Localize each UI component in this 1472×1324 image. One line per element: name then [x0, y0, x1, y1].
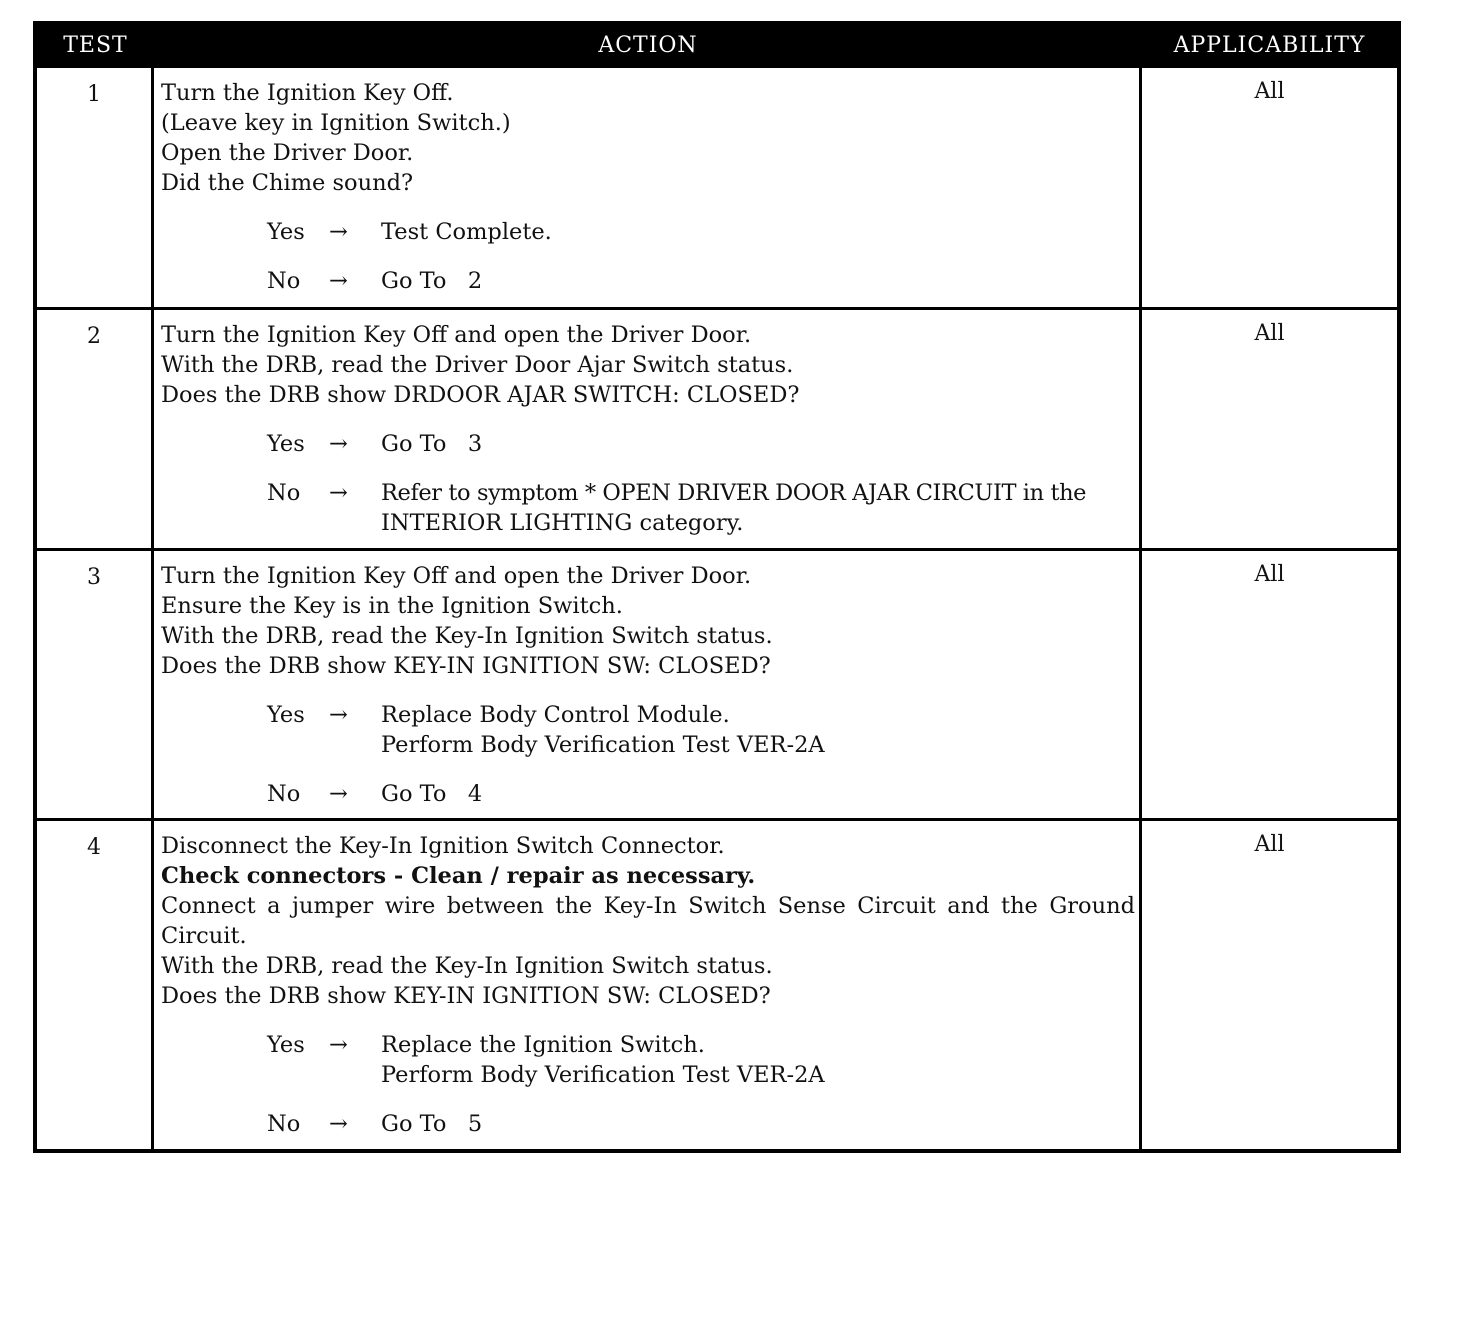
table-row [37, 548, 1397, 818]
arrow-right-icon: → [329, 781, 348, 807]
result-line: Go To 3 [381, 431, 483, 457]
yes-label: Yes [267, 431, 305, 457]
header-test: TEST [63, 32, 128, 58]
action-cell [154, 310, 1142, 548]
test-number: 1 [37, 68, 154, 307]
action-line: Does the DRB show KEY-IN IGNITION SW: CLOSED? [161, 653, 771, 679]
no-result [381, 478, 1135, 538]
yes-label: Yes [267, 1032, 305, 1058]
action-line: With the DRB, read the Key-In Ignition Switch status. [161, 623, 773, 649]
action-line: Disconnect the Key-In Ignition Switch Connector. [161, 833, 725, 859]
action-line: (Leave key in Ignition Switch.) [161, 110, 511, 136]
action-line: Turn the Ignition Key Off. [161, 80, 454, 106]
result-line: Test Complete. [381, 219, 552, 245]
action-cell [154, 821, 1142, 1149]
action-line: Turn the Ignition Key Off and open the Driver Door. [161, 563, 752, 589]
result-line: Replace Body Control Module. [381, 702, 730, 728]
yes-result [381, 429, 1135, 459]
result-line: Perform Body Verification Test VER-2A [381, 1062, 825, 1088]
no-result [381, 266, 1135, 296]
yes-answer [161, 429, 1135, 459]
no-answer [161, 779, 1135, 809]
table-header [37, 25, 1397, 65]
test-number: 3 [37, 551, 154, 818]
arrow-right-icon: → [329, 268, 348, 294]
yes-result [381, 700, 1135, 760]
yes-result [381, 217, 1135, 247]
arrow-right-icon: → [329, 1111, 348, 1137]
action-line: With the DRB, read the Key-In Ignition Switch status. [161, 953, 773, 979]
table-row [37, 818, 1397, 1149]
header-action: ACTION [598, 32, 698, 58]
arrow-right-icon: → [329, 431, 348, 457]
arrow-right-icon: → [329, 1032, 348, 1058]
action-line: Does the DRB show DRDOOR AJAR SWITCH: CLOSED? [161, 382, 800, 408]
diagnostic-test-table [33, 21, 1401, 1153]
applicability-value: All [1254, 832, 1285, 857]
result-line: Refer to symptom * OPEN DRIVER DOOR AJAR CIRCUIT in the [381, 480, 1087, 506]
action-line: With the DRB, read the Driver Door Ajar Switch status. [161, 352, 794, 378]
applicability-value: All [1254, 562, 1285, 587]
result-line: Go To 2 [381, 268, 483, 294]
test-number: 2 [37, 310, 154, 548]
yes-answer [161, 217, 1135, 247]
result-line: INTERIOR LIGHTING category. [381, 510, 744, 536]
no-label: No [267, 781, 301, 807]
yes-answer [161, 700, 1135, 760]
no-answer [161, 266, 1135, 296]
action-line: Ensure the Key is in the Ignition Switch. [161, 593, 623, 619]
result-line: Perform Body Verification Test VER-2A [381, 732, 825, 758]
result-line: Replace the Ignition Switch. [381, 1032, 705, 1058]
action-line: Turn the Ignition Key Off and open the Driver Door. [161, 322, 752, 348]
table-row [37, 65, 1397, 307]
action-line: Does the DRB show KEY-IN IGNITION SW: CLOSED? [161, 983, 771, 1009]
action-cell [154, 68, 1142, 307]
applicability-value: All [1254, 321, 1285, 346]
no-answer [161, 1109, 1135, 1139]
table-row [37, 307, 1397, 548]
arrow-right-icon: → [329, 480, 348, 506]
no-answer [161, 478, 1135, 538]
yes-label: Yes [267, 219, 305, 245]
no-label: No [267, 480, 301, 506]
yes-answer [161, 1030, 1135, 1090]
action-cell [154, 551, 1142, 818]
applicability-value: All [1254, 79, 1285, 104]
no-label: No [267, 1111, 301, 1137]
no-result [381, 1109, 1135, 1139]
header-applicability: APPLICABILITY [1173, 32, 1366, 58]
action-line: Did the Chime sound? [161, 170, 414, 196]
yes-label: Yes [267, 702, 305, 728]
result-line: Go To 4 [381, 781, 483, 807]
no-label: No [267, 268, 301, 294]
test-number: 4 [37, 821, 154, 1149]
action-line-bold: Check connectors - Clean / repair as necessary. [161, 863, 756, 889]
result-line: Go To 5 [381, 1111, 483, 1137]
arrow-right-icon: → [329, 219, 348, 245]
action-line: Connect a jumper wire between the Key-In Switch Sense Circuit and the Ground Circuit. [161, 893, 1135, 949]
yes-result [381, 1030, 1135, 1090]
action-line: Open the Driver Door. [161, 140, 414, 166]
arrow-right-icon: → [329, 702, 348, 728]
no-result [381, 779, 1135, 809]
